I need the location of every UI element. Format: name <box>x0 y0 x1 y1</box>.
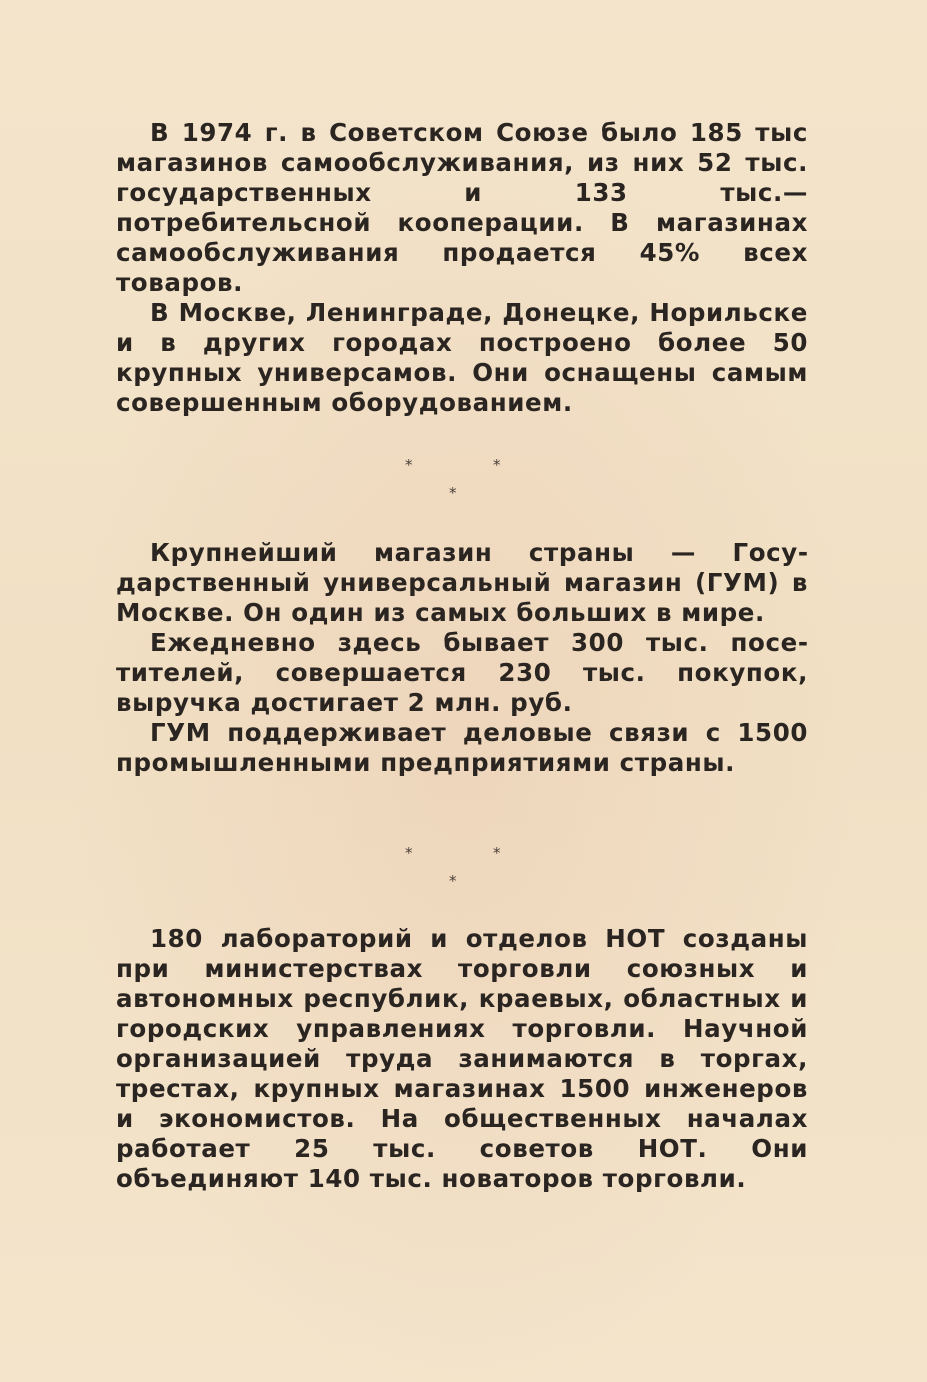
section-not-laboratories <box>116 924 808 1194</box>
paragraph-universams: В Москве, Ленинграде, Донецке, Норильске и в других городах построено более 50 крупных универсамов. Они оснащены самым совершенным оборудованием. <box>116 298 808 417</box>
paragraph-not-labs: 180 лабораторий и отделов НОТ созданы при министерствах торговли союзных и автономных республик, краевых, областных и городских управлениях торговли. Научной организацией труда занимаются в торгах, трестах, крупных магазинах 1500 инженеров и экономистов. На общественных началах работает 25 тыс. советов НОТ. Они объединяют 140 тыс. новаторов торговли. <box>116 924 808 1193</box>
asterisk-icon: * <box>493 844 501 862</box>
asterisk-icon: * <box>449 484 457 502</box>
asterism-separator <box>0 458 927 508</box>
paragraph-self-service-stats: В 1974 г. в Советском Союзе было 185 тыс магазинов самообслуживания, из них 52 тыс. государственных и 133 тыс.— потребительсной кооперации. В магазинах самообслуживания продается 45% всех товаров. <box>116 118 808 297</box>
section-gum <box>116 538 808 778</box>
asterisk-icon: * <box>405 456 413 474</box>
section-self-service-stores <box>116 118 808 418</box>
asterism-separator <box>0 846 927 896</box>
paragraph-gum-business-ties: ГУМ поддерживает деловые связи с 1500 промышленными предприятиями страны. <box>116 718 808 777</box>
asterisk-icon: * <box>405 844 413 862</box>
asterisk-icon: * <box>493 456 501 474</box>
paragraph-gum-intro: Крупнейший магазин страны — Государственный универсальный магазин (ГУМ) в Москве. Он один из самых больших в мире. <box>116 538 808 627</box>
paragraph-gum-visitors: Ежедневно здесь бывает 300 тыс. посетителей, совершается 230 тыс. покупок, выручка достигает 2 млн. руб. <box>116 628 808 717</box>
asterisk-icon: * <box>449 872 457 890</box>
